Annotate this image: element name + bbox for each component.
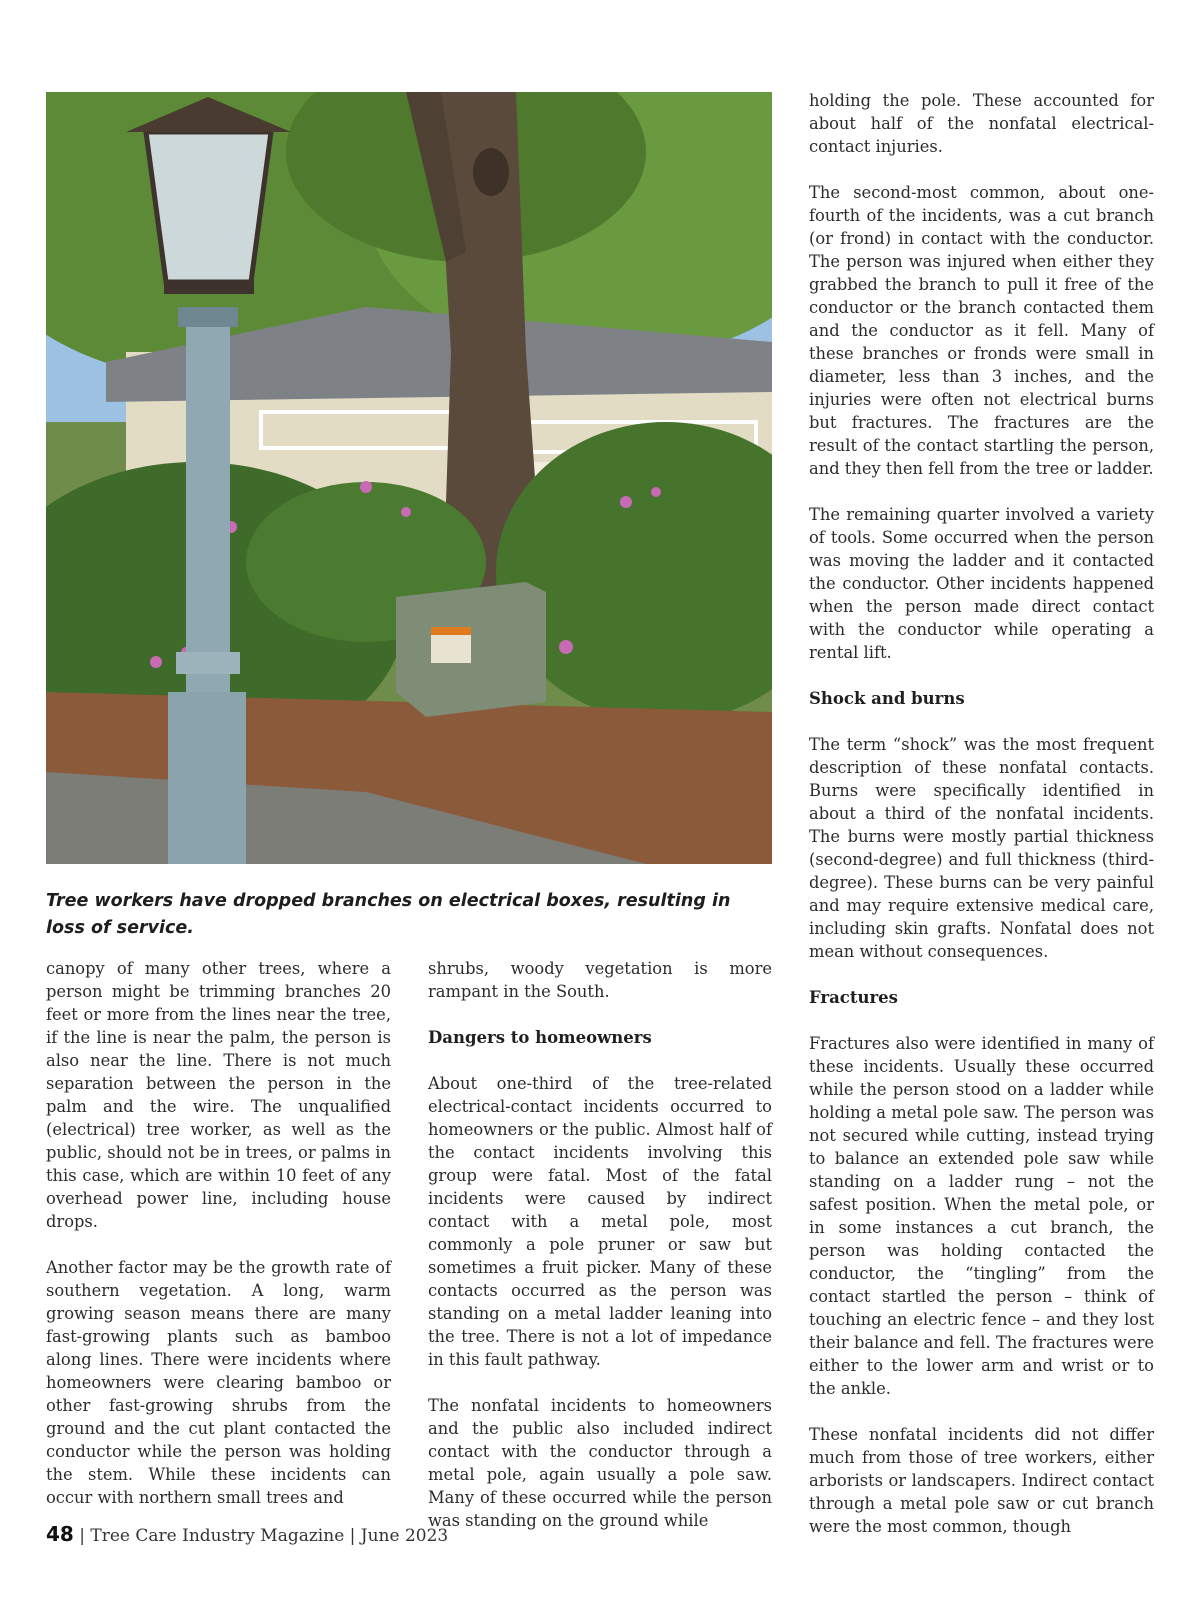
page-footer	[46, 1522, 448, 1546]
paragraph: The term “shock” was the most frequent description of these nonfatal contacts. Burns were specifically identified in about a third of the nonfatal incidents. The burns were mostly partial thickness (second-degree) and full thickness (third-degree). These burns can be very painful and may require extensive medical care, including skin grafts. Nonfatal does not mean without consequences.	[809, 735, 1154, 961]
tree-knot	[473, 148, 509, 196]
paragraph: The second-most common, about one-fourth of the incidents, was a cut branch (or frond) in contact with the conductor. The person was injured when either they grabbed the branch to pull it free of the conductor or the branch contacted them and the conductor as it fell. Many of these branches or fronds were small in diameter, less than 3 inches, and the injuries were often not electrical burns but fractures. The fractures are the result of the contact startling the person, and they then fell from the tree or ladder.	[809, 183, 1154, 478]
lantern-base	[164, 280, 254, 294]
section-heading-fractures: Fractures	[809, 988, 898, 1007]
column-3	[809, 89, 1154, 1561]
photo-illustration	[46, 92, 772, 864]
lantern-glass	[146, 132, 271, 282]
column-2	[428, 957, 772, 1555]
lamp-post-cap	[178, 307, 238, 327]
paragraph: Another factor may be the growth rate of southern vegetation. A long, warm growing season means there are many fast-growing plants such as bamboo along lines. There were incidents where homeowners were clearing bamboo or other fast-growing shrubs from the ground and the cut plant contacted the conductor while the person was holding the stem. While these incidents can occur with northern small trees and	[46, 1258, 391, 1507]
page-number: 48	[46, 1522, 74, 1546]
paragraph: shrubs, woody vegetation is more rampant in the South.	[428, 959, 772, 1001]
paragraph: holding the pole. These accounted for about half of the nonfatal electrical-contact injuries.	[809, 91, 1154, 156]
section-heading-dangers-to-homeowners: Dangers to homeowners	[428, 1028, 652, 1047]
paragraph: These nonfatal incidents did not differ much from those of tree workers, either arborists or landscapers. Indirect contact through a metal pole saw or cut branch were the most common, though	[809, 1425, 1154, 1536]
article-photo	[46, 92, 772, 864]
section-heading-shock-and-burns: Shock and burns	[809, 689, 965, 708]
warning-label-stripe	[431, 627, 471, 635]
publication-info: | Tree Care Industry Magazine | June 2023	[73, 1526, 449, 1546]
photo-caption: Tree workers have dropped branches on electrical boxes, resulting in loss of service.	[46, 891, 731, 938]
lamp-post-collar	[176, 652, 240, 674]
column-1	[46, 957, 391, 1532]
paragraph: About one-third of the tree-related electrical-contact incidents occurred to homeowners or the public. Almost half of the contact incidents involving this group were fatal. Most of the fatal incidents were caused by indirect contact with a metal pole, most commonly a pole pruner or saw but sometimes a fruit picker. Many of these contacts occurred as the person was standing on a metal ladder leaning into the tree. There is not a lot of impedance in this fault pathway.	[428, 1074, 772, 1369]
paragraph: canopy of many other trees, where a person might be trimming branches 20 feet or more from the lines near the tree, if the line is near the palm, the person is also near the line. There is not much separation between the person in the palm and the wire. The unqualified (electrical) tree worker, as well as the public, should not be in trees, or palms in this case, which are within 10 feet of any overhead power line, including house drops.	[46, 959, 391, 1231]
paragraph: The remaining quarter involved a variety of tools. Some occurred when the person was moving the ladder and it contacted the conductor. Other incidents happened when the person made direct contact with the conductor while operating a rental lift.	[809, 505, 1154, 662]
paragraph: The nonfatal incidents to homeowners and the public also included indirect contact with the conductor through a metal pole, again usually a pole saw. Many of these occurred while the person was standing on the ground while	[428, 1396, 772, 1530]
lamp-post-base	[168, 692, 246, 864]
paragraph: Fractures also were identified in many of these incidents. Usually these occurred while the person stood on a ladder while holding a metal pole saw. The person was not secured while cutting, instead trying to balance an extended pole saw while standing on a ladder rung – not the safest position. When the metal pole, or in some instances a cut branch, the person was holding contacted the conductor, the “tingling” from the contact startled the person – think of touching an electric fence – and they lost their balance and fell. The fractures were either to the lower arm and wrist or to the ankle.	[809, 1034, 1154, 1398]
